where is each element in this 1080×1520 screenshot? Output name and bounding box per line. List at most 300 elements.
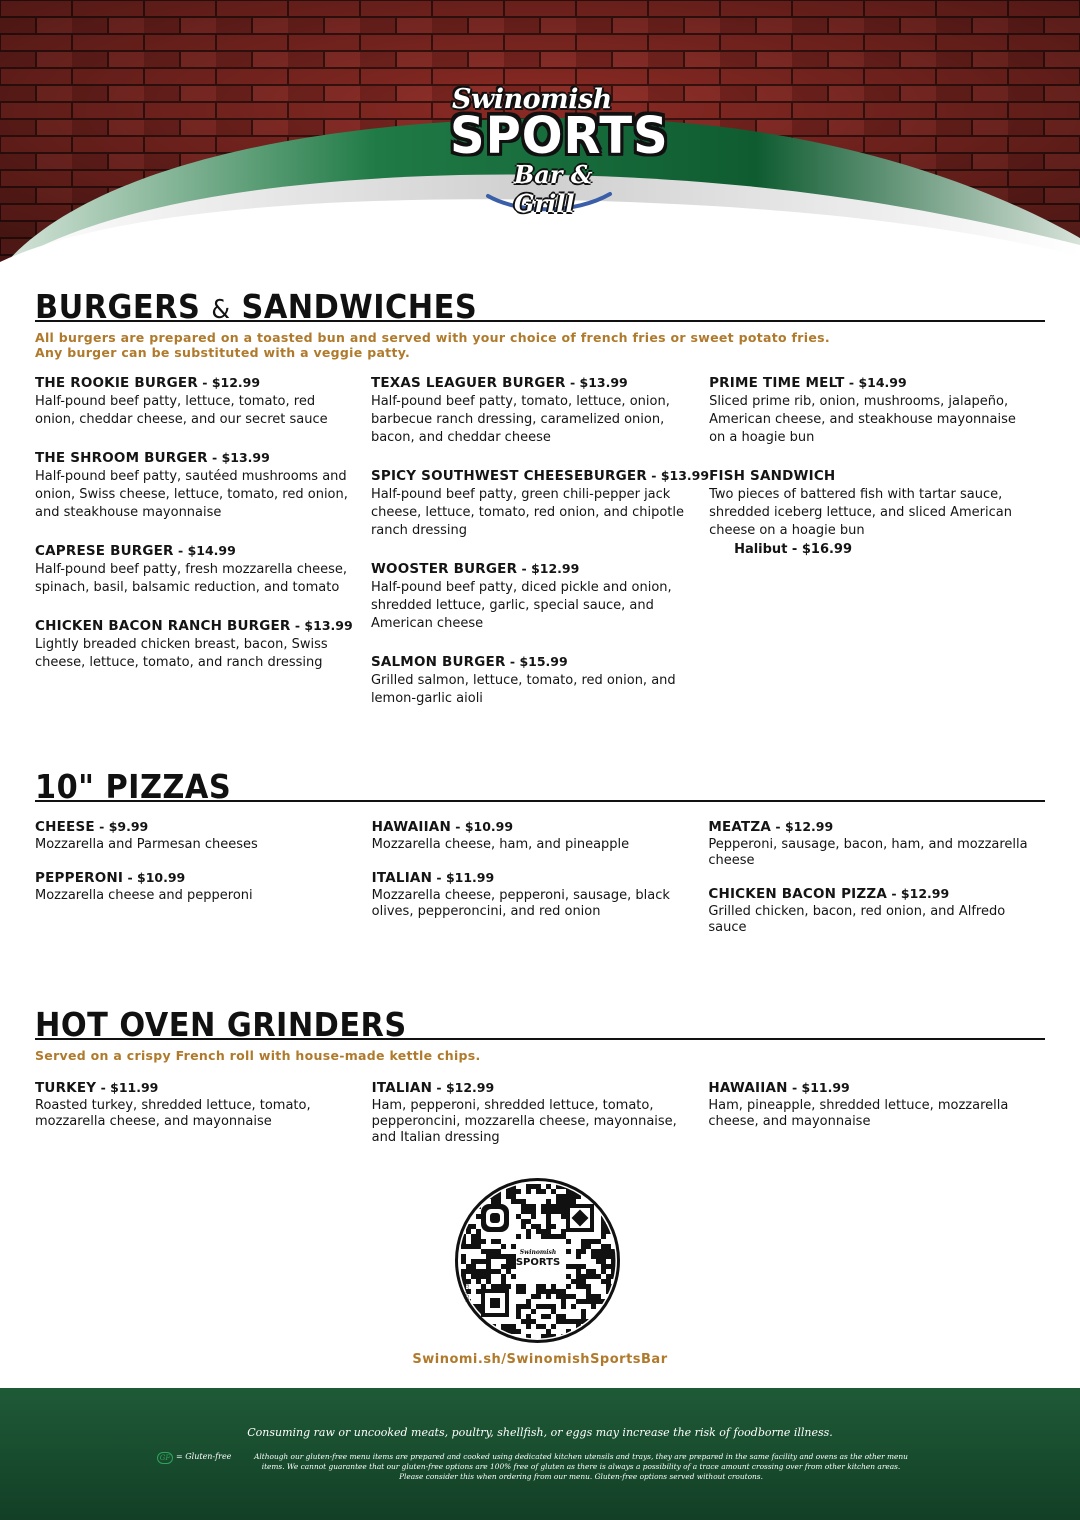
item-name: ITALIAN	[371, 870, 433, 886]
burgers-column-3	[709, 374, 1045, 728]
menu-item	[371, 560, 709, 633]
qr-module	[516, 1314, 521, 1319]
qr-module	[486, 1254, 491, 1259]
item-name: ITALIAN	[371, 1080, 433, 1096]
qr-module	[546, 1214, 551, 1219]
qr-center-logo-mid: SPORTS	[515, 1257, 561, 1268]
menu-item	[372, 869, 709, 920]
item-description: Half-pound beef patty, fresh mozzarella cheese, spinach, basil, balsamic reduction, and tomato	[35, 562, 347, 595]
qr-module	[476, 1289, 481, 1294]
qr-module	[536, 1304, 541, 1309]
qr-module	[466, 1309, 471, 1314]
grinders-columns	[35, 1079, 1045, 1162]
item-description: Grilled salmon, lettuce, tomato, red onion, and lemon-garlic aioli	[370, 673, 676, 706]
qr-module	[471, 1239, 476, 1244]
qr-module	[611, 1259, 616, 1264]
qr-module	[506, 1284, 511, 1289]
qr-finder-top-right	[566, 1204, 594, 1232]
qr-module	[481, 1189, 486, 1194]
item-name: THE ROOKIE BURGER	[35, 375, 198, 391]
qr-module	[506, 1254, 511, 1259]
qr-module	[491, 1199, 496, 1204]
menu-item	[372, 818, 709, 853]
qr-module	[541, 1189, 546, 1194]
item-description: Mozzarella cheese, pepperoni, sausage, black olives, pepperoncini, and red onion	[371, 888, 670, 919]
qr-module	[546, 1184, 551, 1189]
burgers-section	[35, 286, 1045, 728]
qr-module	[596, 1274, 601, 1279]
qr-module	[466, 1264, 471, 1269]
qr-module	[586, 1274, 591, 1279]
qr-module	[596, 1239, 601, 1244]
qr-module	[511, 1274, 516, 1279]
qr-module	[601, 1249, 606, 1254]
qr-module	[516, 1189, 521, 1194]
qr-module	[601, 1194, 606, 1199]
item-description: Half-pound beef patty, tomato, lettuce, onion, barbecue ranch dressing, caramelized onion, bacon, and cheddar cheese	[370, 394, 670, 445]
qr-module	[496, 1254, 501, 1259]
qr-module	[606, 1284, 611, 1289]
qr-module	[586, 1184, 591, 1189]
menu-item	[35, 374, 371, 429]
qr-module	[591, 1299, 596, 1304]
qr-module	[561, 1229, 566, 1234]
qr-module	[591, 1269, 596, 1274]
qr-module	[521, 1219, 526, 1224]
qr-module	[596, 1334, 601, 1339]
pizzas-columns	[35, 818, 1045, 952]
qr-finder-bottom-left	[481, 1289, 509, 1317]
item-price: - $12.99	[197, 375, 261, 390]
qr-module	[611, 1189, 616, 1194]
qr-module	[461, 1324, 466, 1329]
qr-module	[546, 1204, 551, 1209]
qr-module	[491, 1249, 496, 1254]
qr-module	[546, 1294, 551, 1299]
qr-module	[481, 1184, 486, 1189]
qr-module	[516, 1329, 521, 1334]
header-banner	[0, 0, 1080, 270]
qr-module	[546, 1224, 551, 1229]
burgers-note-line-2: Any burger can be substituted with a veggie patty.	[35, 345, 411, 360]
item-description: Half-pound beef patty, green chili-pepper jack cheese, lettuce, tomato, red onion, and chipotle ranch dressing	[370, 487, 685, 538]
pizzas-column-2	[372, 818, 709, 952]
menu-item	[371, 467, 709, 540]
item-name: MEATZA	[708, 819, 772, 835]
qr-module	[546, 1314, 551, 1319]
qr-module	[461, 1199, 466, 1204]
qr-module	[531, 1309, 536, 1314]
item-description: Ham, pineapple, shredded lettuce, mozzarella cheese, and mayonnaise	[708, 1098, 1009, 1129]
qr-module	[466, 1199, 471, 1204]
item-description: Roasted turkey, shredded lettuce, tomato, mozzarella cheese, and mayonnaise	[35, 1098, 311, 1129]
qr-module	[581, 1239, 586, 1244]
menu-item	[708, 1079, 1045, 1130]
qr-module	[576, 1254, 581, 1259]
qr-module	[531, 1209, 536, 1214]
qr-module	[461, 1274, 466, 1279]
qr-module	[611, 1319, 616, 1324]
qr-module	[576, 1279, 581, 1284]
qr-module	[526, 1319, 531, 1324]
grinders-note: Served on a crispy French roll with house-made kettle chips.	[35, 1048, 481, 1063]
qr-module	[476, 1304, 481, 1309]
qr-module	[521, 1304, 526, 1309]
menu-item	[35, 869, 372, 904]
qr-module	[466, 1189, 471, 1194]
qr-module	[606, 1244, 611, 1249]
qr-module	[516, 1289, 521, 1294]
menu-item	[709, 374, 1045, 447]
qr-module	[596, 1249, 601, 1254]
qr-module	[586, 1329, 591, 1334]
qr-module	[606, 1264, 611, 1269]
item-name: FISH SANDWICH	[709, 468, 836, 484]
menu-item	[371, 653, 709, 708]
qr-module	[606, 1314, 611, 1319]
qr-module	[476, 1244, 481, 1249]
qr-module	[511, 1199, 516, 1204]
qr-module	[591, 1194, 596, 1199]
qr-module	[506, 1324, 511, 1329]
item-price: - $12.99	[771, 819, 834, 834]
qr-module	[571, 1264, 576, 1269]
qr-module	[611, 1204, 616, 1209]
qr-code[interactable]	[455, 1178, 620, 1343]
item-price: - $12.99	[517, 561, 580, 576]
item-variant-halibut: Halibut - $16.99	[734, 542, 853, 557]
qr-module	[491, 1184, 496, 1189]
qr-module	[581, 1309, 586, 1314]
qr-module	[531, 1204, 536, 1209]
qr-module	[476, 1229, 481, 1234]
qr-module	[601, 1204, 606, 1209]
qr-module	[581, 1274, 586, 1279]
qr-module	[481, 1334, 486, 1339]
qr-module	[471, 1269, 476, 1274]
qr-module	[596, 1294, 601, 1299]
qr-module	[536, 1224, 541, 1229]
qr-module	[576, 1299, 581, 1304]
qr-module	[541, 1234, 546, 1239]
qr-module	[496, 1194, 501, 1199]
qr-brand: FLOWCODE	[465, 1278, 470, 1302]
item-price: - $11.99	[96, 1080, 159, 1095]
qr-module	[576, 1284, 581, 1289]
qr-module	[476, 1239, 481, 1244]
qr-module	[601, 1264, 606, 1269]
item-name: SALMON BURGER	[370, 654, 506, 670]
qr-module	[561, 1199, 566, 1204]
item-price: - $11.99	[432, 870, 495, 885]
burgers-heading-rule	[35, 286, 1045, 326]
qr-module	[556, 1199, 561, 1204]
item-price: - $10.99	[450, 819, 514, 834]
item-name: WOOSTER BURGER	[370, 561, 518, 577]
item-price: - $14.99	[173, 543, 236, 558]
qr-module	[501, 1254, 506, 1259]
qr-module	[551, 1324, 556, 1329]
item-price: - $10.99	[123, 870, 186, 885]
qr-module	[581, 1299, 586, 1304]
qr-module	[601, 1224, 606, 1229]
qr-module	[461, 1244, 466, 1249]
qr-module	[541, 1304, 546, 1309]
qr-module	[471, 1274, 476, 1279]
qr-module	[461, 1204, 466, 1209]
qr-module	[486, 1274, 491, 1279]
qr-module	[476, 1329, 481, 1334]
qr-module	[536, 1229, 541, 1234]
qr-module	[511, 1189, 516, 1194]
qr-module	[521, 1289, 526, 1294]
qr-module	[546, 1304, 551, 1309]
qr-module	[461, 1184, 466, 1189]
qr-module	[551, 1189, 556, 1194]
section-title-pizzas: 10" PIZZAS	[35, 767, 232, 806]
qr-module	[526, 1229, 531, 1234]
item-name: TURKEY	[35, 1080, 97, 1096]
gluten-free-label: = Gluten-free	[176, 1452, 232, 1461]
qr-module	[556, 1294, 561, 1299]
qr-module	[531, 1294, 536, 1299]
qr-module	[591, 1239, 596, 1244]
qr-module	[546, 1329, 551, 1334]
qr-module	[526, 1184, 531, 1189]
item-price: - $13.99	[207, 450, 270, 465]
qr-module	[531, 1214, 536, 1219]
menu-item	[709, 467, 1045, 557]
qr-module	[561, 1299, 566, 1304]
item-price: - $13.99	[646, 468, 710, 483]
logo-text-swinomish: Swinomish	[452, 84, 612, 115]
qr-module	[461, 1329, 466, 1334]
qr-module	[561, 1314, 566, 1319]
qr-module	[476, 1259, 481, 1264]
qr-module	[601, 1184, 606, 1189]
qr-module	[576, 1264, 581, 1269]
qr-module	[491, 1239, 496, 1244]
title-word-sandwiches: SANDWICHES	[241, 287, 478, 326]
qr-module	[511, 1324, 516, 1329]
item-price: - $15.99	[505, 654, 568, 669]
item-description: Grilled chicken, bacon, red onion, and Alfredo sauce	[708, 904, 1006, 935]
item-price: - $13.99	[290, 618, 353, 633]
qr-module	[526, 1219, 531, 1224]
qr-module	[481, 1239, 486, 1244]
qr-module	[521, 1284, 526, 1289]
menu-item	[372, 1079, 709, 1146]
item-name: THE SHROOM BURGER	[35, 450, 208, 466]
qr-module	[596, 1319, 601, 1324]
qr-module	[496, 1239, 501, 1244]
qr-module	[486, 1279, 491, 1284]
pizzas-column-1	[35, 818, 372, 952]
item-description: Mozzarella cheese, ham, and pineapple	[371, 837, 630, 852]
qr-module	[556, 1234, 561, 1239]
item-name: CHICKEN BACON PIZZA	[708, 886, 888, 902]
section-title-grinders: HOT OVEN GRINDERS	[35, 1005, 407, 1044]
qr-module	[506, 1194, 511, 1199]
qr-module	[461, 1259, 466, 1264]
qr-module	[491, 1254, 496, 1259]
qr-module	[581, 1314, 586, 1319]
gluten-free-icon: GF	[157, 1452, 173, 1464]
qr-module	[601, 1244, 606, 1249]
qr-module	[531, 1224, 536, 1229]
qr-module	[481, 1259, 486, 1264]
qr-module	[611, 1254, 616, 1259]
qr-module	[526, 1204, 531, 1209]
qr-module	[466, 1194, 471, 1199]
qr-module	[561, 1304, 566, 1309]
qr-module	[466, 1244, 471, 1249]
item-description: Sliced prime rib, onion, mushrooms, jalapeño, American cheese, and steakhouse mayonnaise on a hoagie bun	[709, 394, 1016, 445]
qr-module	[586, 1284, 591, 1289]
qr-module	[551, 1289, 556, 1294]
qr-module	[586, 1299, 591, 1304]
item-name: CHEESE	[35, 819, 95, 835]
qr-module	[476, 1269, 481, 1274]
qr-module	[546, 1219, 551, 1224]
qr-module	[536, 1184, 541, 1189]
qr-module	[556, 1204, 561, 1209]
qr-module	[556, 1209, 561, 1214]
qr-module	[526, 1324, 531, 1329]
logo-text-bar-grill: Bar & Grill	[514, 160, 593, 218]
qr-module	[591, 1294, 596, 1299]
qr-module	[506, 1189, 511, 1194]
qr-module	[591, 1274, 596, 1279]
qr-module	[466, 1229, 471, 1234]
item-name: PEPPERONI	[35, 870, 124, 886]
qr-module	[536, 1189, 541, 1194]
menu-item	[35, 818, 372, 853]
pizzas-section	[35, 766, 1045, 952]
qr-module	[611, 1334, 616, 1339]
qr-module	[591, 1254, 596, 1259]
menu-item	[708, 885, 1045, 936]
qr-module	[566, 1294, 571, 1299]
qr-module	[476, 1324, 481, 1329]
qr-module	[521, 1319, 526, 1324]
qr-module	[521, 1199, 526, 1204]
item-name: TEXAS LEAGUER BURGER	[370, 375, 566, 391]
item-price: - $13.99	[565, 375, 628, 390]
qr-link-text[interactable]: Swinomi.sh/SwinomishSportsBar	[412, 1352, 668, 1367]
qr-module	[611, 1314, 616, 1319]
qr-module	[516, 1309, 521, 1314]
burgers-columns	[35, 374, 1045, 728]
item-description: Two pieces of battered fish with tartar sauce, shredded iceberg lettuce, and sliced American cheese on a hoagie bun	[709, 487, 1012, 538]
item-description: Half-pound beef patty, diced pickle and onion, shredded lettuce, garlic, special sauce, and American cheese	[370, 580, 672, 631]
qr-module	[491, 1284, 496, 1289]
qr-module	[556, 1319, 561, 1324]
qr-module	[496, 1249, 501, 1254]
qr-module	[586, 1189, 591, 1194]
qr-module	[461, 1189, 466, 1194]
qr-module	[491, 1334, 496, 1339]
qr-module	[546, 1209, 551, 1214]
qr-module	[471, 1334, 476, 1339]
title-word-burgers: BURGERS	[35, 287, 201, 326]
qr-module	[561, 1204, 566, 1209]
qr-module	[571, 1319, 576, 1324]
item-price: - $11.99	[787, 1080, 850, 1095]
qr-module	[556, 1289, 561, 1294]
qr-module	[601, 1259, 606, 1264]
qr-module	[561, 1294, 566, 1299]
qr-module	[566, 1194, 571, 1199]
qr-module	[486, 1329, 491, 1334]
qr-module	[501, 1274, 506, 1279]
qr-module	[481, 1324, 486, 1329]
qr-module	[576, 1269, 581, 1274]
qr-module	[591, 1189, 596, 1194]
menu-item	[371, 374, 709, 447]
qr-module	[546, 1234, 551, 1239]
qr-module	[531, 1184, 536, 1189]
qr-module	[526, 1304, 531, 1309]
qr-module	[536, 1294, 541, 1299]
qr-module	[566, 1189, 571, 1194]
qr-module	[516, 1304, 521, 1309]
qr-module	[471, 1259, 476, 1264]
qr-module	[606, 1279, 611, 1284]
pizzas-column-3	[708, 818, 1045, 952]
qr-module	[596, 1299, 601, 1304]
qr-module	[541, 1209, 546, 1214]
qr-module	[481, 1284, 486, 1289]
qr-module	[581, 1249, 586, 1254]
footer	[0, 1388, 1080, 1520]
qr-module	[461, 1254, 466, 1259]
qr-module	[571, 1294, 576, 1299]
qr-module	[601, 1319, 606, 1324]
qr-module	[486, 1259, 491, 1264]
qr-module	[601, 1269, 606, 1274]
qr-module	[606, 1199, 611, 1204]
qr-module	[471, 1264, 476, 1269]
qr-module	[606, 1254, 611, 1259]
qr-module	[551, 1309, 556, 1314]
qr-module	[591, 1304, 596, 1309]
qr-module	[471, 1244, 476, 1249]
grinders-heading-rule	[35, 1004, 1045, 1044]
qr-module	[546, 1199, 551, 1204]
qr-module	[511, 1244, 516, 1249]
qr-module	[561, 1319, 566, 1324]
qr-module	[466, 1204, 471, 1209]
qr-module	[591, 1249, 596, 1254]
qr-module	[486, 1334, 491, 1339]
item-name: CAPRESE BURGER	[35, 543, 174, 559]
qr-module	[476, 1279, 481, 1284]
qr-module	[566, 1274, 571, 1279]
qr-module	[581, 1264, 586, 1269]
qr-module	[561, 1289, 566, 1294]
grinders-section	[35, 1004, 1045, 1162]
qr-module	[506, 1269, 511, 1274]
burgers-note-line-1: All burgers are prepared on a toasted bun and served with your choice of french fries or sweet potato fries.	[35, 330, 830, 345]
qr-module	[526, 1314, 531, 1319]
qr-module	[461, 1194, 466, 1199]
qr-module	[541, 1204, 546, 1209]
burgers-column-2	[371, 374, 709, 728]
qr-module	[561, 1209, 566, 1214]
qr-module	[536, 1324, 541, 1329]
qr-module	[476, 1234, 481, 1239]
